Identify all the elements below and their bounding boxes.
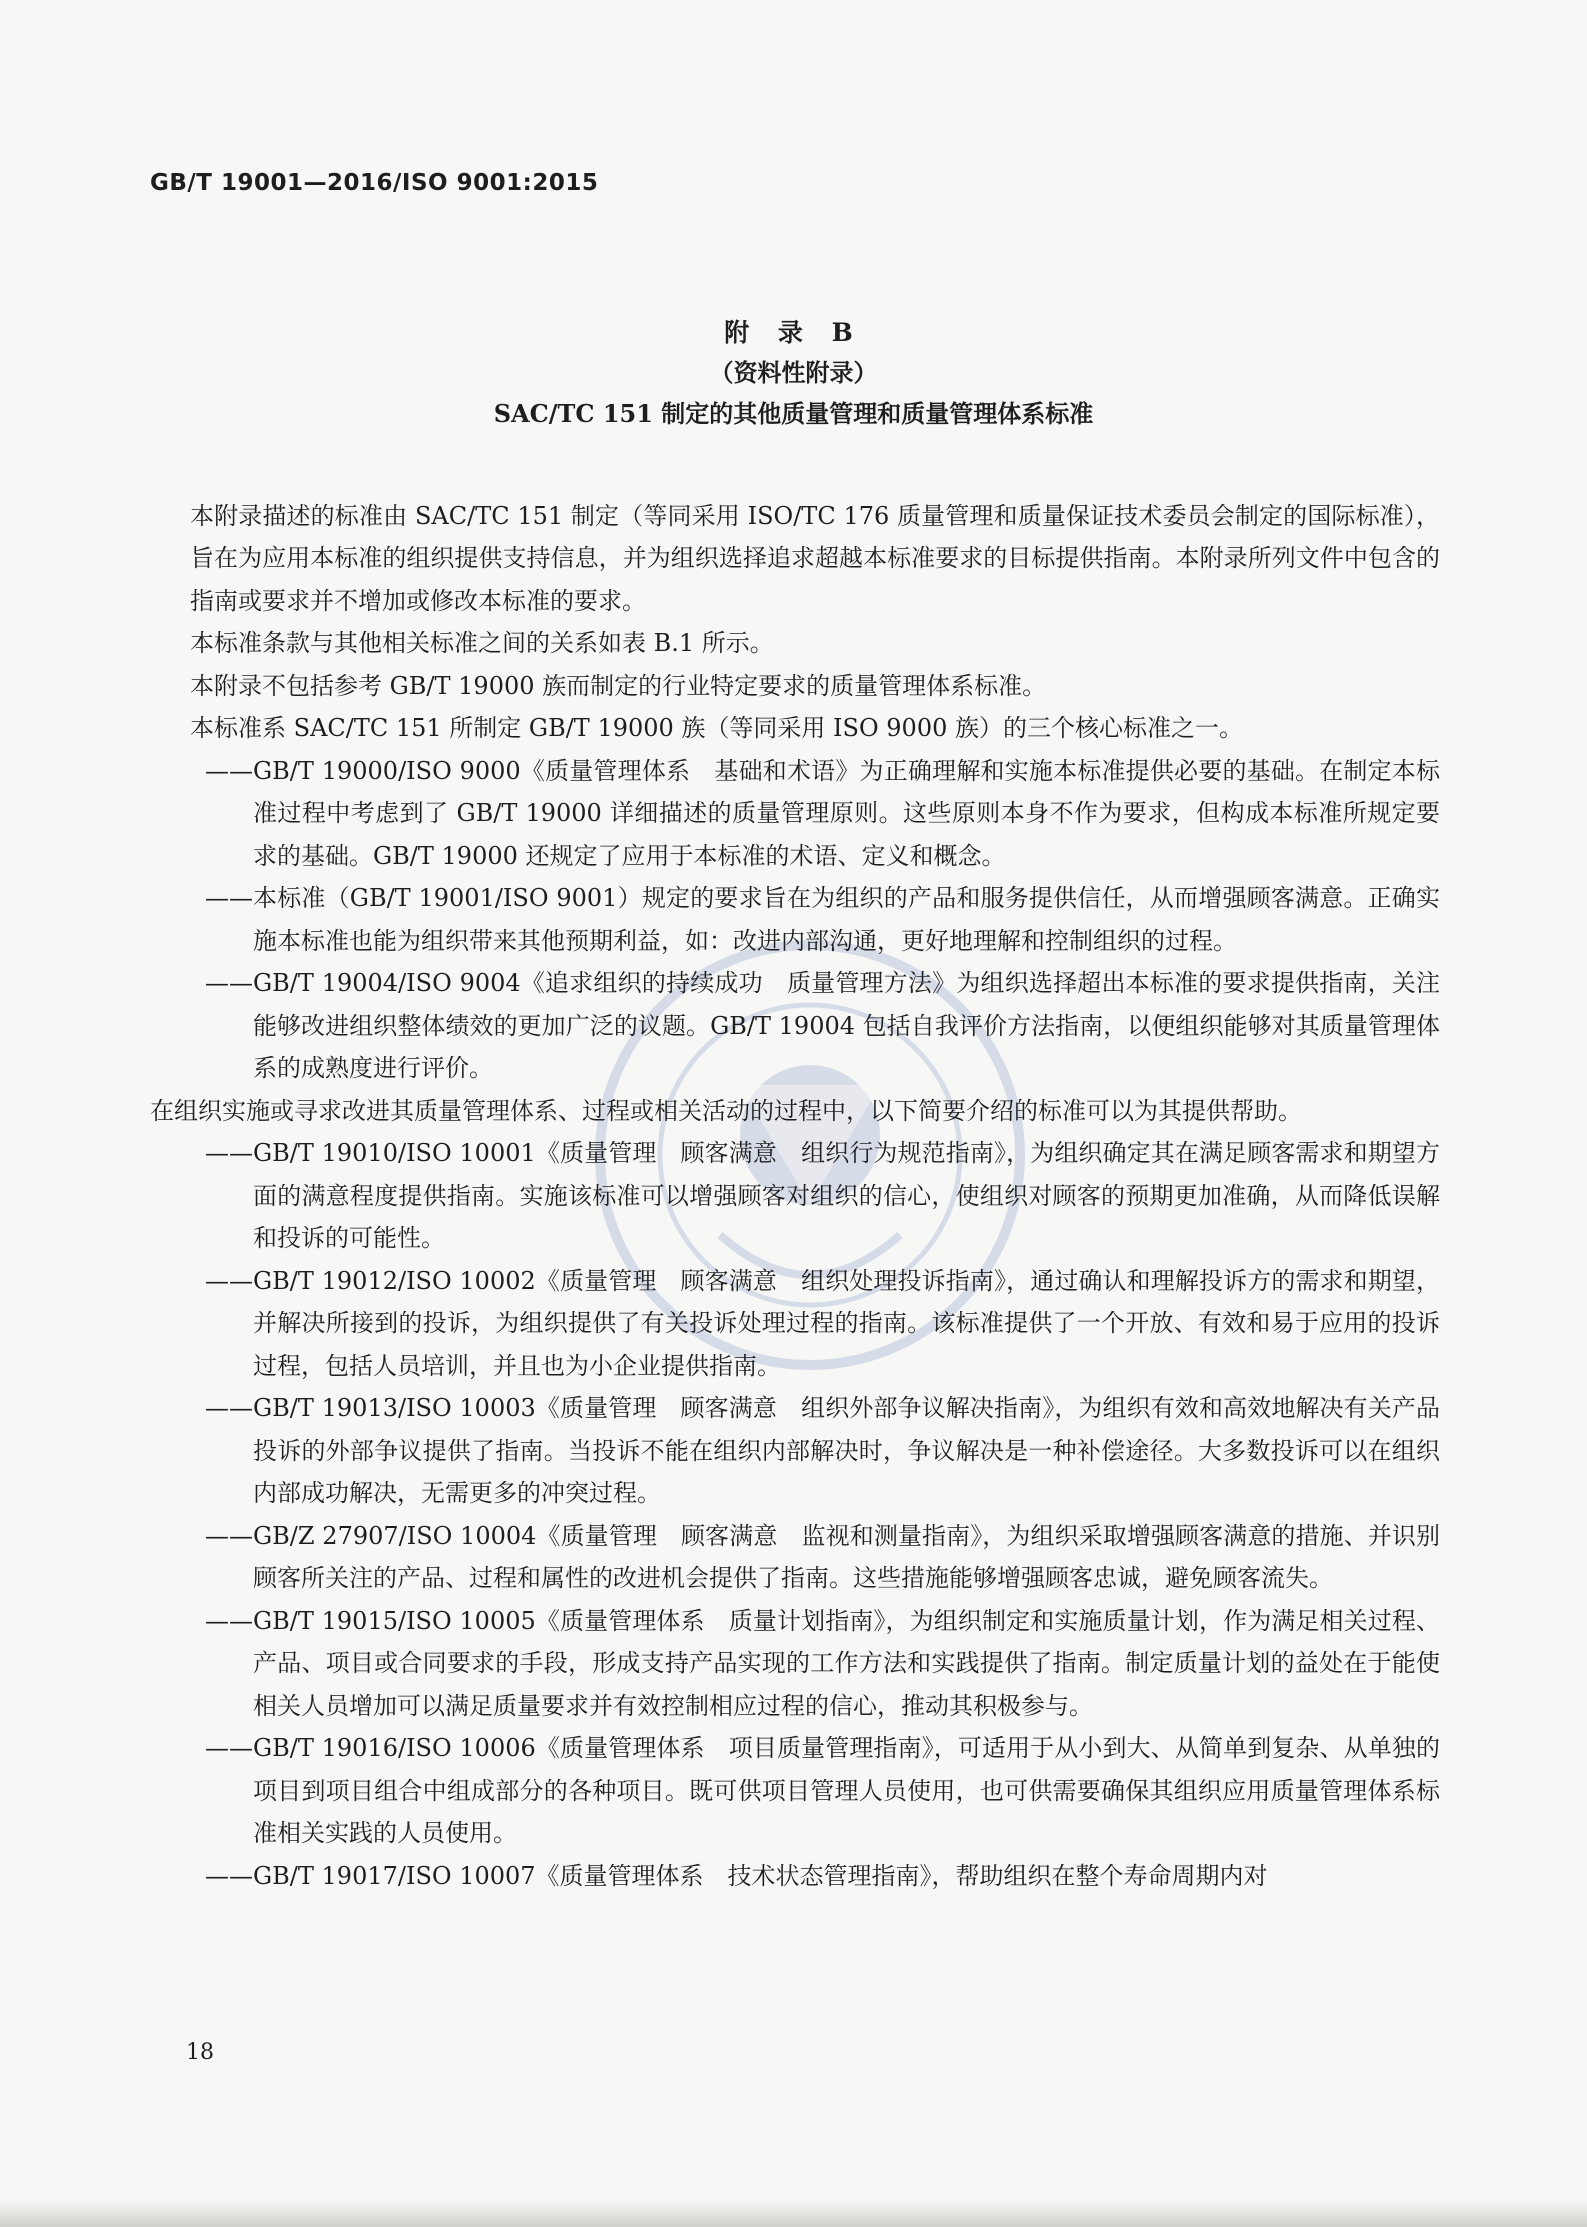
paragraph-exclusion: 本附录不包括参考 GB/T 19000 族而制定的行业特定要求的质量管理体系标准。: [190, 671, 1047, 700]
list-item-text: GB/T 19000/ISO 9000《质量管理体系 基础和术语》为正确理解和实施本标准提供必要的基础。在制定本标准过程中考虑到了 GB/T 19000 详细描述的质量管理原则。这些原则本身不作为要求，但构成本标准所规定要求的基础。GB/T 19000 还规定了应用于本标准的术语、定义和概念。: [253, 756, 1440, 870]
list-item-text: GB/T 19013/ISO 10003《质量管理 顾客满意 组织外部争议解决指南》，为组织有效和高效地解决有关产品投诉的外部争议提供了指南。当投诉不能在组织内部解决时，争议解决是一种补偿途径。大多数投诉可以在组织内部成功解决，无需更多的冲突过程。: [253, 1394, 1440, 1507]
list-item-text: GB/T 19017/ISO 10007《质量管理体系 技术状态管理指南》，帮助组织在整个寿命周期内对: [253, 1861, 1268, 1890]
paragraph-relations: 本标准条款与其他相关标准之间的关系如表 B.1 所示。: [190, 629, 774, 657]
list-item-text: GB/Z 27907/ISO 10004《质量管理 顾客满意 监视和测量指南》，为组织采取增强顾客满意的措施、并识别顾客所关注的产品、过程和属性的改进机会提供了指南。这些措施能够增强顾客忠诚，避免顾客流失。: [253, 1521, 1440, 1592]
list-item: [205, 1515, 1440, 1600]
dash-marker: ——: [205, 1861, 253, 1890]
dash-marker: ——: [205, 1139, 253, 1167]
dash-marker: ——: [205, 756, 253, 785]
intro-text: 本附录描述的标准由 SAC/TC 151 制定（等同采用 ISO/TC 176 质量管理和质量保证技术委员会制定的国际标准），旨在为应用本标准的组织提供支持信息，并为组织选择追求超越本标准要求的目标提供指南。本附录所列文件中包含的指南或要求并不增加或修改本标准的要求。: [190, 501, 1440, 615]
annex-type: （资料性附录）: [709, 358, 878, 387]
dash-marker: ——: [205, 969, 253, 997]
document-body: [150, 452, 1440, 1897]
list-item: [205, 1600, 1440, 1728]
page-number: 18: [186, 2040, 214, 2065]
dash-marker: ——: [205, 884, 253, 912]
list-item: [205, 1727, 1440, 1855]
dash-marker: ——: [205, 1606, 253, 1635]
standard-code-header: GB/T 19001—2016/ISO 9001:2015: [150, 170, 599, 196]
annex-title: 附 录 B: [724, 318, 863, 347]
list-item-text: 本标准（GB/T 19001/ISO 9001）规定的要求旨在为组织的产品和服务提供信任，从而增强顾客满意。正确实施本标准也能为组织带来其他预期利益，如：改进内部沟通，更好地理解和控制组织的过程。: [253, 884, 1440, 955]
list-item: [205, 1855, 1440, 1898]
dash-marker: ——: [205, 1266, 253, 1295]
paragraph-intro: [190, 452, 1440, 622]
list-item-text: GB/T 19012/ISO 10002《质量管理 顾客满意 组织处理投诉指南》，通过确认和理解投诉方的需求和期望，并解决所接到的投诉，为组织提供了有关投诉处理过程的指南。该标准提供了一个开放、有效和易于应用的投诉过程，包括人员培训，并且也为小企业提供指南。: [253, 1266, 1440, 1380]
list-item-text: GB/T 19016/ISO 10006《质量管理体系 项目质量管理指南》，可适用于从小到大、从简单到复杂、从单独的项目到项目组合中组成部分的各种项目。既可供项目管理人员使用，也可供需要确保其组织应用质量管理体系标准相关实践的人员使用。: [253, 1734, 1440, 1847]
annex-heading: SAC/TC 151 制定的其他质量管理和质量管理体系标准: [493, 399, 1094, 428]
list-item-text: GB/T 19015/ISO 10005《质量管理体系 质量计划指南》，为组织制定和实施质量计划，作为满足相关过程、产品、项目或合同要求的手段，形成支持产品实现的工作方法和实践提供了指南。制定质量计划的益处在于能使相关人员增加可以满足质量要求并有效控制相应过程的信心，推动其积极参与。: [253, 1606, 1440, 1720]
scan-bottom-edge: [0, 2200, 1587, 2227]
list-item: [205, 1260, 1440, 1388]
list-item: [205, 962, 1440, 1090]
paragraph-core-standards: 本标准系 SAC/TC 151 所制定 GB/T 19000 族（等同采用 ISO 9000 族）的三个核心标准之一。: [190, 714, 1243, 742]
list-item: [205, 750, 1440, 878]
list-item: [205, 1132, 1440, 1260]
dash-marker: ——: [205, 1394, 253, 1422]
list-item-text: GB/T 19010/ISO 10001《质量管理 顾客满意 组织行为规范指南》，为组织确定其在满足顾客需求和期望方面的满意程度提供指南。实施该标准可以增强顾客对组织的信心，使组织对顾客的预期更加准确，从而降低误解和投诉的可能性。: [253, 1139, 1440, 1252]
list-item: [205, 1387, 1440, 1515]
dash-marker: ——: [205, 1734, 253, 1762]
paragraph-supporting-standards: 在组织实施或寻求改进其质量管理体系、过程或相关活动的过程中，以下简要介绍的标准可以为其提供帮助。: [150, 1096, 1302, 1125]
list-item-text: GB/T 19004/ISO 9004《追求组织的持续成功 质量管理方法》为组织选择超出本标准的要求提供指南，关注能够改进组织整体绩效的更加广泛的议题。GB/T 19004 包括自我评价方法指南，以便组织能够对其质量管理体系的成熟度进行评价。: [253, 969, 1440, 1082]
dash-marker: ——: [205, 1521, 253, 1550]
list-item: [205, 877, 1440, 962]
